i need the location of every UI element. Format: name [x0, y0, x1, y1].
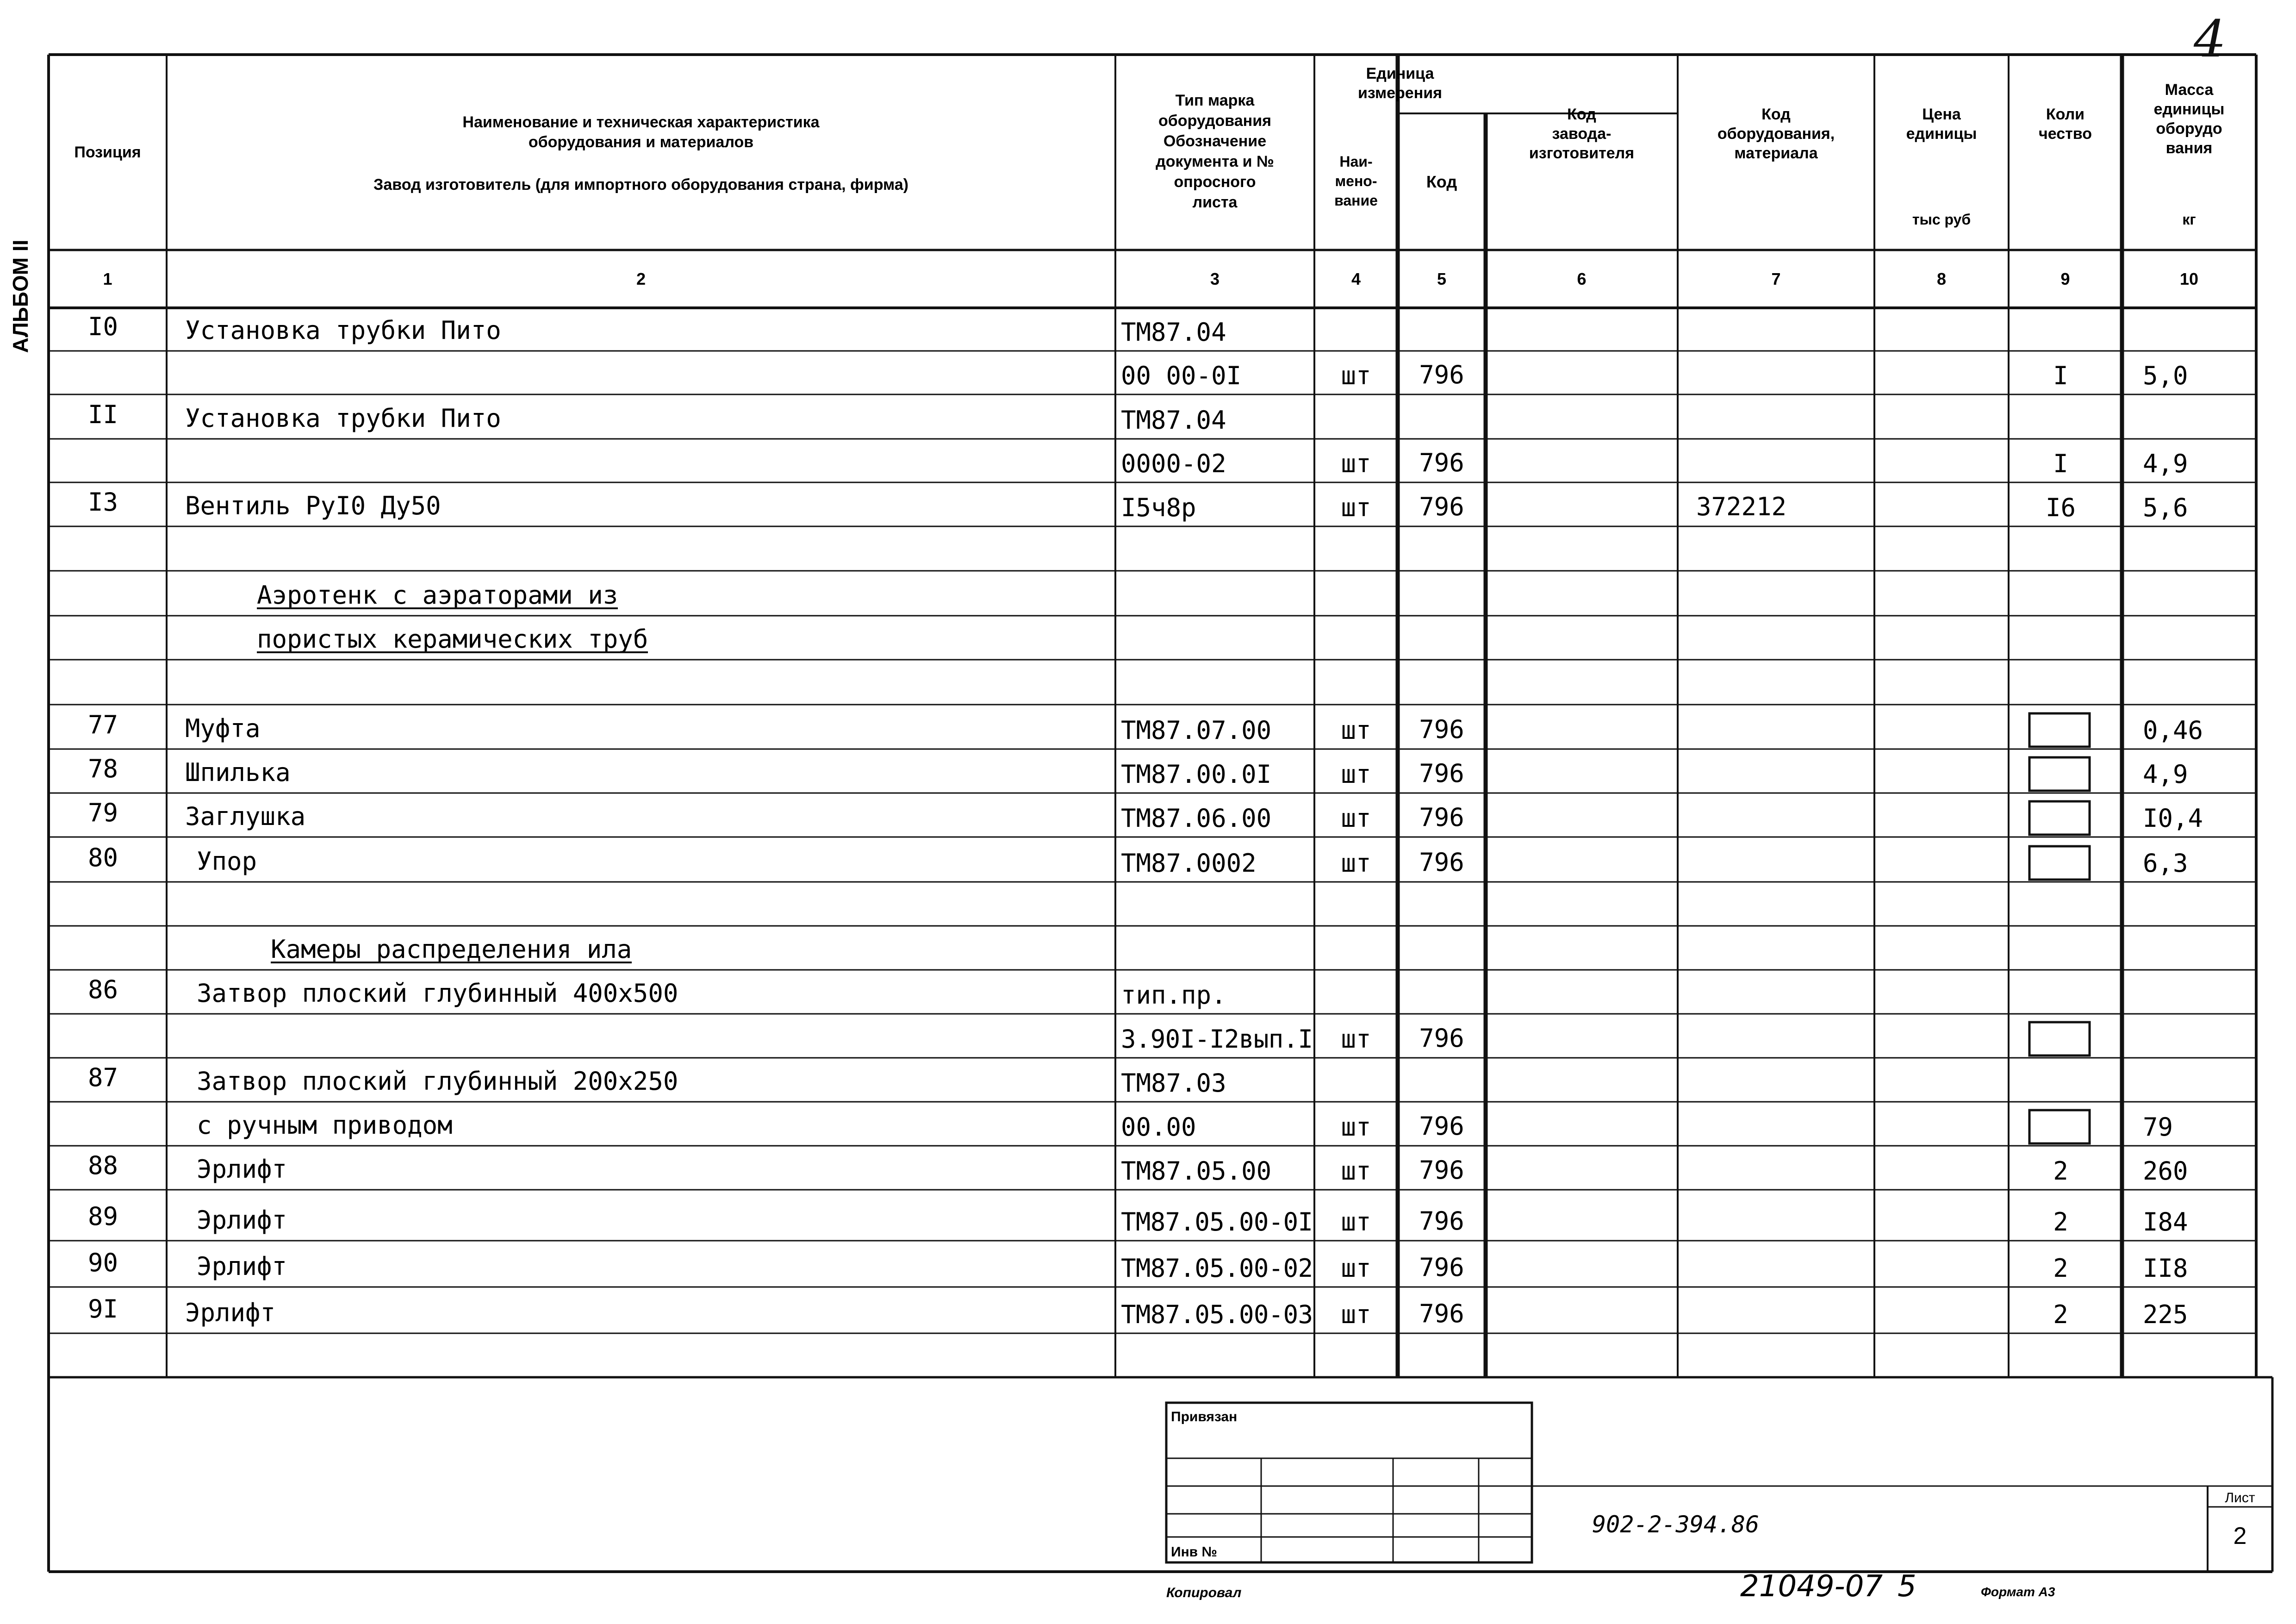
row-unit-code: 796 [1419, 1024, 1464, 1053]
row-type: ТМ87.05.00 [1121, 1156, 1272, 1186]
copied-by-label: Копировал [1166, 1585, 1242, 1600]
header-position: Позиция [74, 144, 141, 161]
header-factory-code-line: завода- [1552, 125, 1612, 143]
row-unit-code: 796 [1419, 492, 1464, 521]
row-type: 00 00-0I [1121, 361, 1242, 390]
row-name: Муфта [185, 714, 261, 743]
row-unit: шт [1341, 760, 1371, 789]
row-name: Установка трубки Пито [185, 316, 501, 345]
header-type-line: Обозначение [1163, 132, 1267, 150]
row-unit: шт [1341, 849, 1371, 878]
column-number: 4 [1351, 269, 1361, 288]
row-unit-code: 796 [1419, 1299, 1464, 1328]
row-position: 80 [87, 843, 118, 872]
row-unit: шт [1341, 1024, 1371, 1054]
row-name: Упор [197, 847, 257, 876]
column-number: 3 [1210, 269, 1220, 288]
row-type: ТМ87.04 [1121, 318, 1226, 347]
row-mass: 4,9 [2143, 760, 2188, 789]
row-position: 86 [87, 975, 118, 1004]
row-name: Заглушка [185, 802, 306, 831]
row-unit: шт [1341, 1207, 1371, 1237]
row-type: 3.90I-I2вып.I [1121, 1024, 1313, 1054]
row-unit: шт [1341, 493, 1371, 522]
row-position: 87 [87, 1063, 118, 1092]
row-position: 90 [87, 1248, 118, 1277]
header-type-line: Тип марка [1175, 92, 1255, 109]
quantity-box [2029, 757, 2090, 791]
header-unit-name-line: вание [1334, 192, 1378, 209]
row-mass: 225 [2143, 1300, 2188, 1329]
row-name: Установка трубки Пито [185, 404, 501, 433]
row-type: I5ч8р [1121, 493, 1196, 522]
column-number: 2 [636, 269, 646, 288]
row-position: I3 [87, 487, 118, 517]
header-unit-group: Единица [1366, 65, 1434, 82]
row-name: Вентиль РуI0 Ду50 [185, 491, 441, 520]
row-mass: 4,9 [2143, 449, 2188, 478]
row-type: ТМ87.03 [1121, 1068, 1226, 1098]
header-quantity-line: чество [2039, 125, 2092, 143]
row-type: ТМ87.05.00-03 [1121, 1300, 1313, 1329]
row-unit: шт [1341, 716, 1371, 745]
quantity-box [2029, 801, 2090, 835]
header-equipment-code-line: Код [1761, 106, 1791, 123]
row-type: ТМ87.0002 [1121, 849, 1257, 878]
row-name: Эрлифт [197, 1252, 287, 1281]
row-unit: шт [1341, 449, 1371, 478]
row-unit: шт [1341, 804, 1371, 833]
header-type-line: оборудования [1158, 112, 1271, 130]
row-unit-code: 796 [1419, 715, 1464, 744]
row-mass: 5,6 [2143, 493, 2188, 522]
row-quantity: 2 [2053, 1254, 2068, 1283]
row-name: Затвор плоский глубинный 400х500 [197, 979, 678, 1008]
row-unit: шт [1341, 361, 1371, 390]
header-unit-group: измерения [1358, 84, 1442, 102]
row-name: Эрлифт [197, 1155, 287, 1184]
row-quantity: 2 [2053, 1207, 2068, 1237]
row-unit-code: 796 [1419, 1112, 1464, 1141]
row-mass: II8 [2143, 1254, 2188, 1283]
row-name: Эрлифт [185, 1298, 276, 1327]
row-type: тип.пр. [1121, 981, 1226, 1010]
row-unit: шт [1341, 1300, 1371, 1329]
row-quantity: I [2053, 449, 2068, 478]
header-mass-line: вания [2165, 139, 2213, 157]
row-type: ТМ87.04 [1121, 406, 1226, 435]
header-mass-line: Масса [2165, 81, 2214, 99]
row-mass: 79 [2143, 1112, 2173, 1142]
row-mass: I0,4 [2143, 804, 2203, 833]
header-quantity-line: Коли [2046, 106, 2085, 123]
row-unit-code: 796 [1419, 803, 1464, 832]
section-title: Камеры распределения ила [271, 935, 632, 964]
row-unit: шт [1341, 1112, 1371, 1142]
archive-number: 21049-07 [1740, 1569, 1883, 1604]
column-number: 5 [1437, 269, 1447, 288]
row-unit-code: 796 [1419, 848, 1464, 877]
table-body [88, 312, 2203, 1329]
archive-sub-number: 5 [1898, 1569, 1916, 1604]
row-name: Эрлифт [197, 1206, 287, 1235]
attached-label: Привязан [1171, 1409, 1238, 1424]
row-type: 0000-02 [1121, 449, 1226, 478]
sheet-label: Лист [2225, 1490, 2255, 1505]
quantity-box [2029, 713, 2090, 747]
row-type: ТМ87.06.00 [1121, 804, 1272, 833]
row-name: Затвор плоский глубинный 200х250 [197, 1067, 678, 1096]
row-mass: 0,46 [2143, 716, 2203, 745]
header-type-line: листа [1192, 194, 1238, 211]
column-number: 10 [2179, 269, 2199, 288]
row-name: Шпилька [185, 758, 291, 787]
row-position: 79 [87, 798, 118, 827]
header-factory-code-line: Код [1567, 106, 1596, 123]
svg-text:АЛЬБОМ II: АЛЬБОМ II [8, 239, 32, 353]
row-position: 78 [87, 754, 118, 783]
header-factory-code-line: изготовителя [1529, 144, 1635, 162]
row-unit-code: 796 [1419, 759, 1464, 788]
title-block [1166, 1403, 2272, 1604]
header-type-line: документа и № [1156, 153, 1274, 170]
row-unit-code: 796 [1419, 448, 1464, 477]
row-position: 9I [87, 1294, 118, 1324]
row-quantity: 2 [2053, 1156, 2068, 1186]
quantity-box [2029, 1110, 2090, 1143]
row-type: ТМ87.05.00-02 [1121, 1254, 1313, 1283]
header-name-line3: Завод изготовитель (для импортного оборудования страна, фирма) [373, 176, 908, 194]
row-type: 00.00 [1121, 1112, 1196, 1142]
row-position: II [87, 400, 118, 429]
column-number: 8 [1936, 269, 1947, 288]
row-mass: 6,3 [2143, 849, 2188, 878]
row-type: ТМ87.07.00 [1121, 716, 1272, 745]
column-number: 9 [2060, 269, 2070, 288]
quantity-box [2029, 846, 2090, 880]
attachment-box [1166, 1403, 1532, 1562]
header-unit-name-line: Наи- [1339, 153, 1373, 170]
document-code: 902-2-394.86 [1592, 1511, 1760, 1538]
header-type-line: опросного [1174, 173, 1256, 191]
row-mass: I84 [2143, 1207, 2188, 1237]
inventory-label: Инв № [1171, 1544, 1217, 1560]
header-equipment-code-line: оборудования, [1717, 125, 1835, 143]
section-title: пористых керамических труб [257, 625, 648, 654]
header-unit-code: Код [1426, 172, 1457, 191]
quantity-box [2029, 1022, 2090, 1056]
row-type: ТМ87.05.00-0I [1121, 1207, 1313, 1237]
row-quantity: 2 [2053, 1300, 2068, 1329]
row-unit-code: 796 [1419, 360, 1464, 389]
row-quantity: I [2053, 361, 2068, 390]
sheet-mark: 4 [2194, 9, 2226, 69]
table-header [74, 65, 2224, 288]
header-unit-name-line: мено- [1335, 173, 1377, 189]
row-unit-code: 796 [1419, 1253, 1464, 1282]
row-unit-code: 796 [1419, 1206, 1464, 1236]
row-position: 89 [87, 1202, 118, 1231]
row-unit: шт [1341, 1254, 1371, 1283]
header-price-line: единицы [1906, 125, 1977, 143]
row-unit-code: 796 [1419, 1156, 1464, 1185]
header-mass-line: единицы [2153, 100, 2225, 118]
header-mass-line: оборудо [2156, 120, 2222, 137]
column-number: 6 [1577, 269, 1587, 288]
row-quantity: I6 [2045, 493, 2076, 522]
column-number: 7 [1771, 269, 1781, 288]
header-price-unit: тыс руб [1912, 211, 1971, 228]
row-position: 77 [87, 710, 118, 739]
paper-format: Формат А3 [1981, 1585, 2055, 1599]
column-number: 1 [103, 269, 112, 288]
header-price-line: Цена [1922, 106, 1961, 123]
row-mass: 260 [2143, 1156, 2188, 1186]
row-type: ТМ87.00.0I [1121, 760, 1272, 789]
row-position: 88 [87, 1151, 118, 1180]
row-name: с ручным приводом [197, 1111, 453, 1140]
section-title: Аэротенк с аэраторами из [257, 581, 618, 610]
row-position: I0 [87, 312, 118, 341]
header-equipment-code-line: материала [1734, 144, 1818, 162]
row-mass: 5,0 [2143, 361, 2188, 390]
header-name-line2: оборудования и материалов [528, 133, 754, 151]
header-mass-unit: кг [2182, 211, 2196, 228]
row-equipment-code: 372212 [1696, 492, 1787, 521]
header-name-line1: Наименование и техническая характеристика [462, 113, 820, 131]
sheet-number: 2 [2233, 1523, 2247, 1549]
row-unit: шт [1341, 1156, 1371, 1186]
